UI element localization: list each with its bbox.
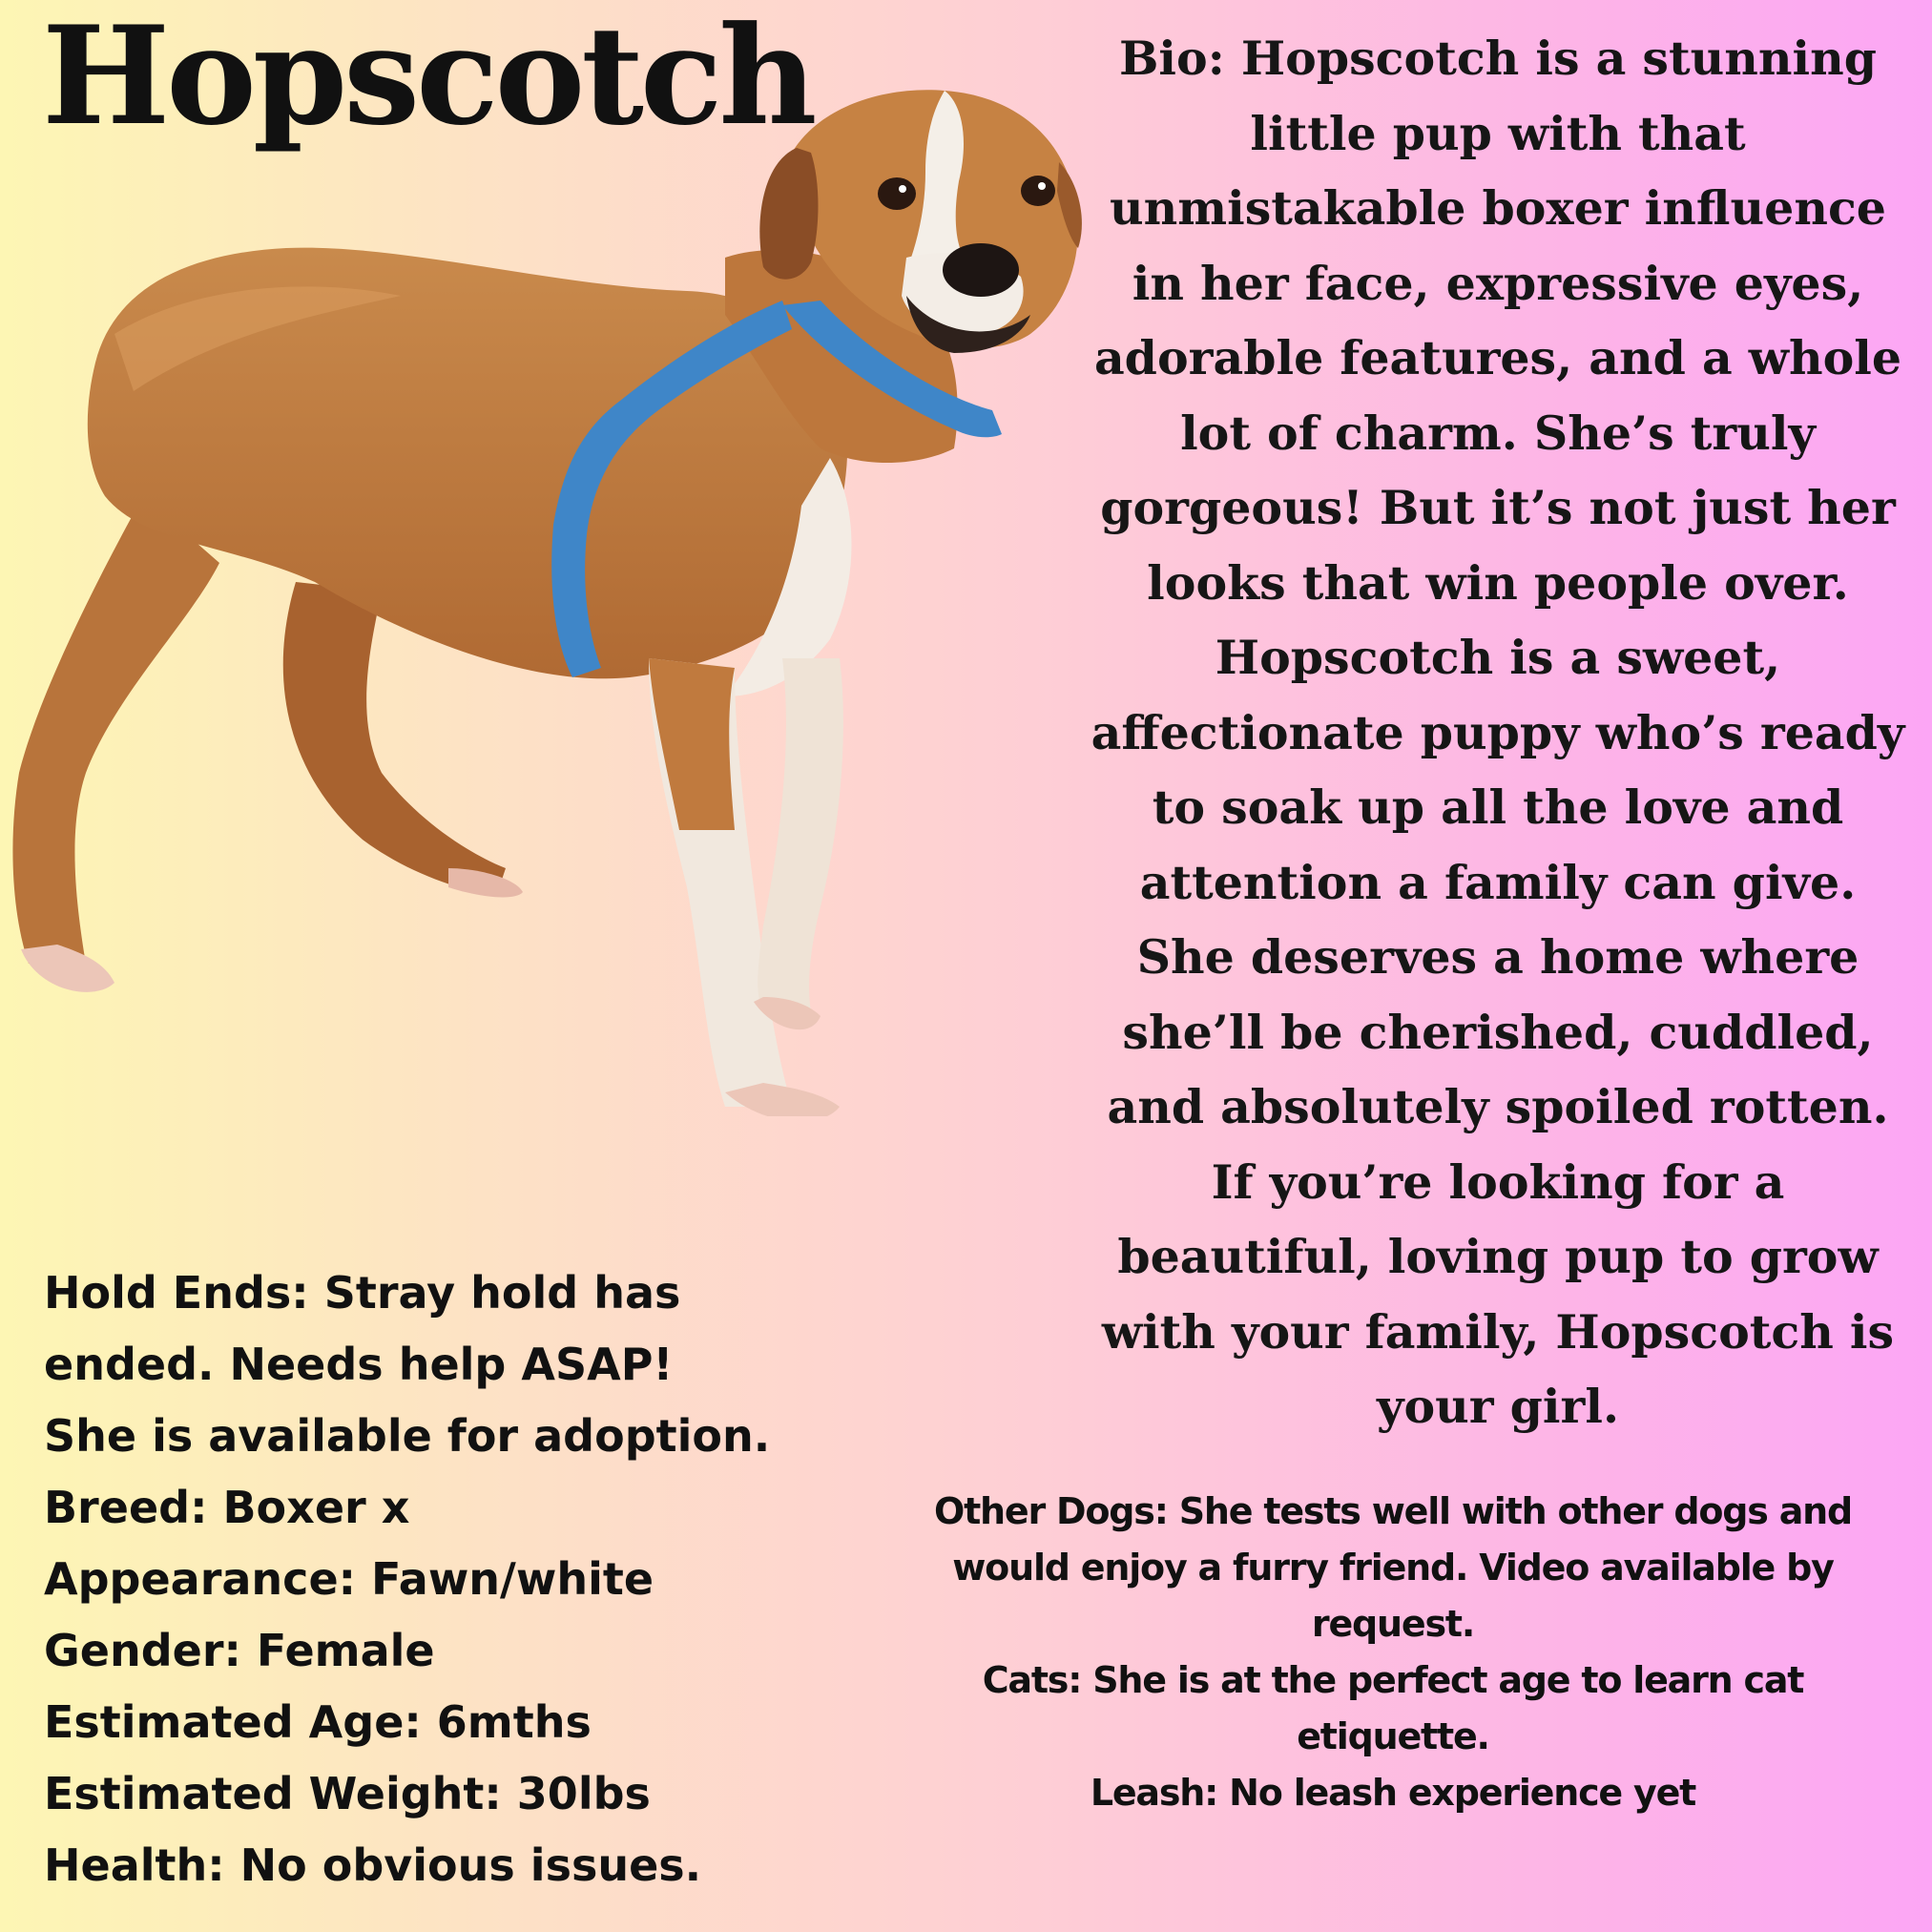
leash-text: Leash: No leash experience yet xyxy=(1090,1772,1696,1814)
breed-line: Breed: Boxer x xyxy=(44,1482,410,1533)
hold-status-line-2: ended. Needs help ASAP! xyxy=(44,1339,674,1390)
compatibility-section xyxy=(887,1484,1899,1821)
hold-status-line-3: She is available for adoption. xyxy=(44,1410,771,1462)
dog-facts-list xyxy=(44,1257,903,1901)
health-line: Health: No obvious issues. xyxy=(44,1839,702,1891)
weight-line: Estimated Weight: 30lbs xyxy=(44,1768,651,1819)
cats-text: Cats: She is at the perfect age to learn cat etiquette. xyxy=(982,1659,1804,1757)
appearance-line: Appearance: Fawn/white xyxy=(44,1553,654,1605)
bio-text: Bio: Hopscotch is a stunning little pup with that unmistakable boxer influence in her face, expressive eyes, adorable features, and a whole lot of charm. She’s truly gorgeous! But it’s not just her looks that win people over. Hopscotch is a sweet, affectionate puppy who’s ready to soak up all the love and attention a family can give. She deserves a home where she’ll be cherished, cuddled, and absolutely spoiled rotten. If you’re looking for a beautiful, loving pup to grow with your family, Hopscotch is your girl. xyxy=(1091,31,1905,1434)
age-line: Estimated Age: 6mths xyxy=(44,1696,592,1748)
dog-name-title: Hopscotch xyxy=(42,0,814,156)
hold-status-line-1: Hold Ends: Stray hold has xyxy=(44,1267,681,1319)
gender-line: Gender: Female xyxy=(44,1625,435,1676)
dog-figure xyxy=(12,90,1081,1116)
other-dogs-text: Other Dogs: She tests well with other dogs and would enjoy a furry friend. Video available by request. xyxy=(933,1490,1852,1645)
dog-photo xyxy=(0,48,1107,1116)
